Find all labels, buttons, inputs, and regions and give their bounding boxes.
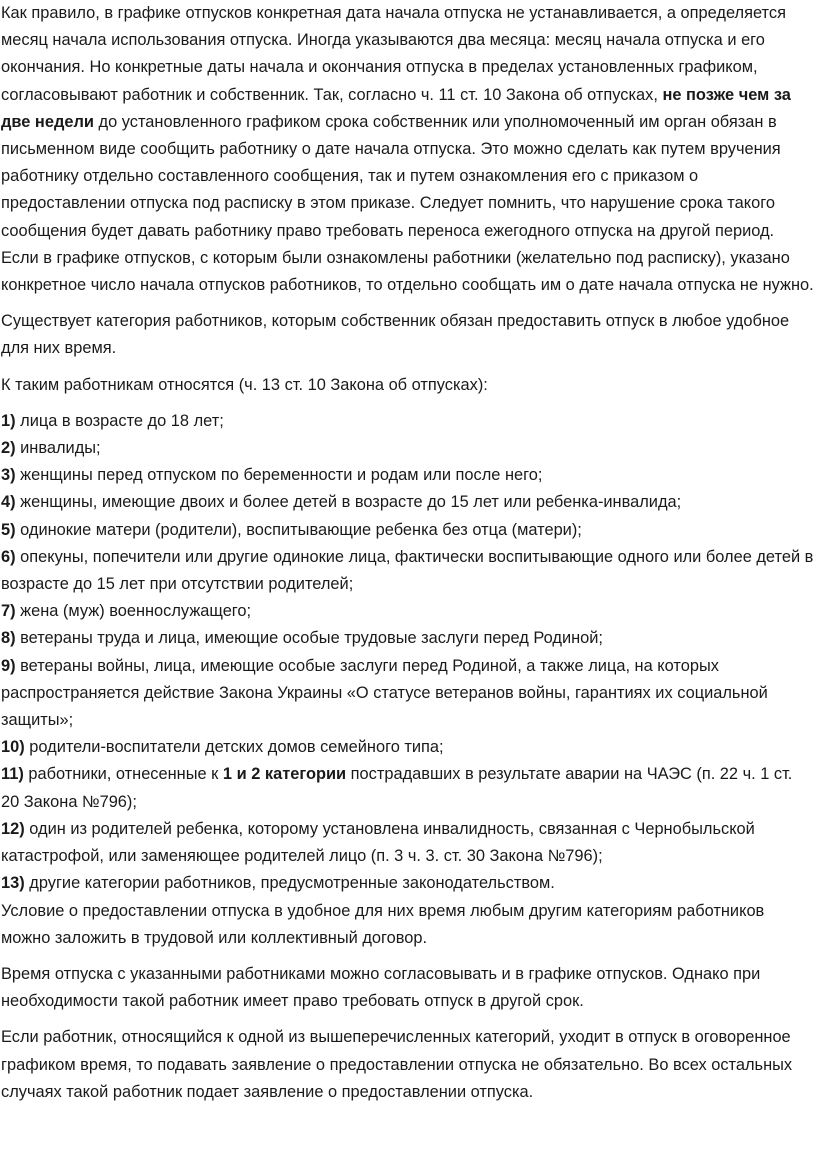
list-item-number: 8) — [1, 629, 16, 648]
list-item — [1, 761, 815, 815]
list-item-text: женщины, имеющие двоих и более детей в возрасте до 15 лет или ребенка-инвалида; — [15, 493, 682, 512]
list-item-text: опекуны, попечители или другие одинокие лица, фактически воспитывающие одного или более детей в возрасте до 15 лет при отсутствии родителей; — [1, 547, 814, 594]
list-item-text: жена (муж) военнослужащего; — [15, 602, 252, 621]
list-item-number: 13) — [1, 874, 25, 893]
list-item — [1, 598, 815, 625]
paragraph-notification-text-b: до установленного графиком срока собственник или уполномоченный им орган обязан в письменном виде сообщить работнику о дате начала отпуска. Это можно сделать как путем вручения работнику отдельно составленного сообщения, так и путем ознакомления его с приказом о предоставлении отпуска под расписку в этом приказе. Следует помнить, что нарушение срока такого сообщения будет давать работнику право требовать переноса ежегодного отпуска на другой период. — [1, 112, 781, 240]
list-item-text: одинокие матери (родители), воспитывающие ребенка без отца (матери); — [15, 520, 582, 539]
list-item-text: родители-воспитатели детских домов семейного типа; — [24, 738, 444, 757]
list-item-number: 11) — [1, 765, 24, 784]
paragraph-agreement: Время отпуска с указанными работниками можно согласовывать и в графике отпусков. Однако при необходимости такой работник имеет право требовать отпуск в другой срок. — [1, 964, 761, 1011]
paragraph-notification-bold: не позже чем за две недели — [1, 85, 791, 131]
category-list — [1, 408, 815, 898]
list-item-number: 7) — [1, 602, 16, 621]
paragraph-notification-text-a: Как правило, в графике отпусков конкретная дата начала отпуска не устанавливается, а определяется месяц начала использования отпуска. Иногда указываются два месяца: месяц начала отпуска и его окончания. Но конкретные даты начала и окончания отпуска в пределах установленных графиком, согласовывают работник и собственник. Так, согласно ч. 11 ст. 10 Закона об отпусках, — [1, 4, 786, 104]
paragraph-application: Если работник, относящийся к одной из вышеперечисленных категорий, уходит в отпуск в оговоренное графиком время, то подавать заявление о предоставлении отпуска не обязательно. Во всех остальных случаях такой работник подает заявление о предоставлении отпуска. — [1, 1028, 793, 1101]
paragraph-list-intro: К таким работникам относятся (ч. 13 ст. 10 Закона об отпусках): — [1, 375, 488, 394]
list-item-number: 6) — [1, 547, 16, 566]
list-item — [1, 544, 815, 598]
list-item-text: женщины перед отпуском по беременности и родам или после него; — [15, 466, 543, 485]
list-item — [1, 462, 815, 489]
list-item-text: лица в возрасте до 18 лет; — [15, 411, 224, 430]
list-item-text: ветераны войны, лица, имеющие особые заслуги перед Родиной, а также лица, на которых распространяется действие Закона Украины «О статусе ветеранов войны, гарантиях их социальной защиты»; — [1, 656, 768, 730]
list-item-number: 1) — [1, 411, 16, 430]
list-item-text: пострадавших в результате аварии на ЧАЭС (п. 22 ч. 1 ст. 20 Закона №796); — [1, 765, 793, 811]
list-item-number: 5) — [1, 520, 16, 539]
paragraph-category: Существует категория работников, которым собственник обязан предоставить отпуск в любое удобное для них время. — [1, 312, 790, 358]
list-item-number: 10) — [1, 738, 25, 757]
list-item-number: 3) — [1, 466, 16, 485]
list-item — [1, 517, 815, 544]
list-item-number: 4) — [1, 493, 16, 512]
list-item — [1, 734, 815, 761]
list-item-text: другие категории работников, предусмотренные законодательством. — [24, 874, 555, 893]
paragraph-notification — [1, 0, 815, 245]
list-item — [1, 489, 815, 516]
list-item-text: ветераны труда и лица, имеющие особые трудовые заслуги перед Родиной; — [15, 629, 603, 648]
list-item-text: работники, отнесенные к — [23, 765, 223, 784]
paragraph-contract: Условие о предоставлении отпуска в удобное для них время любым другим категориям работников можно заложить в трудовой или коллективный договор. — [1, 901, 765, 947]
list-item — [1, 625, 815, 652]
list-item — [1, 816, 815, 870]
list-item — [1, 408, 815, 435]
list-item — [1, 435, 815, 462]
list-item-number: 2) — [1, 439, 16, 458]
list-item-text: один из родителей ребенка, которому установлена инвалидность, связанная с Чернобыльской катастрофой, или заменяющее родителей лицо (п. 3 ч. 3. ст. 30 Закона №796); — [1, 819, 755, 866]
list-item-bold: 1 и 2 категории — [222, 765, 347, 784]
list-item-text: инвалиды; — [15, 439, 101, 458]
list-item-number: 12) — [1, 819, 25, 838]
list-item — [1, 870, 815, 897]
list-item — [1, 653, 815, 735]
paragraph-schedule: Если в графике отпусков, с которым были ознакомлены работники (желательно под расписку), указано конкретное число начала отпусков работников, то отдельно сообщать им о дате начала отпуска не нужно. — [1, 248, 814, 295]
list-item-number: 9) — [1, 656, 16, 675]
